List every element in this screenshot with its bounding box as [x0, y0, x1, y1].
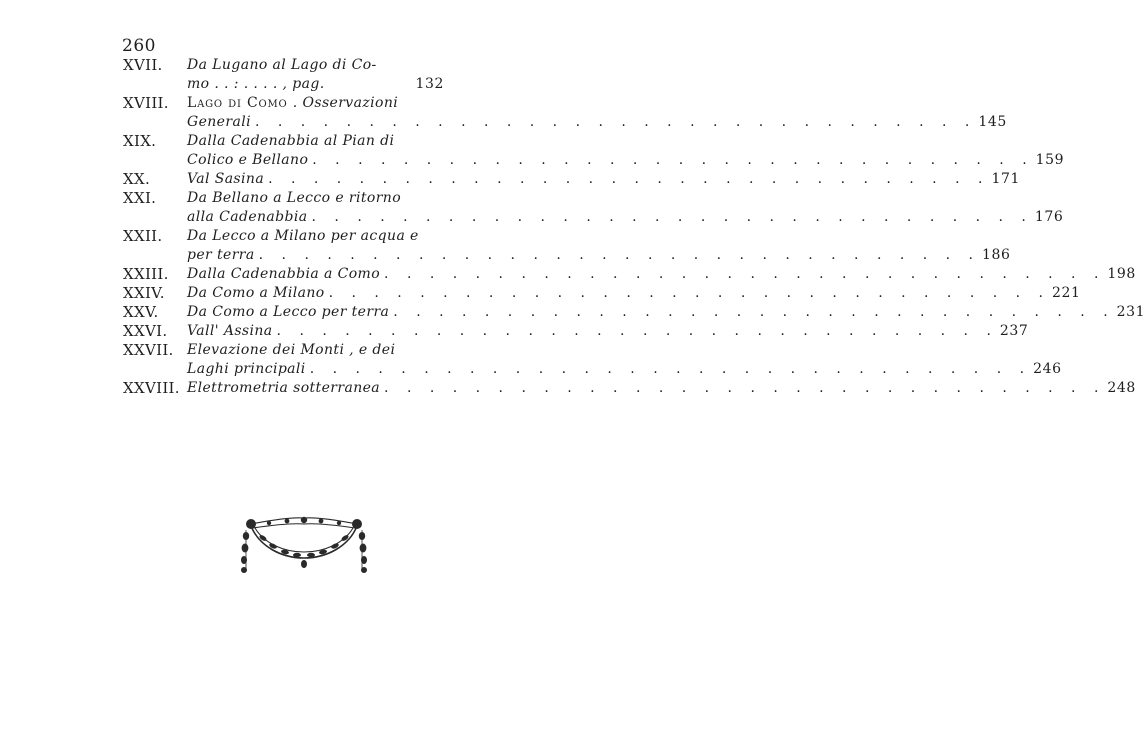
entry-numeral: XXVI.: [123, 322, 168, 340]
entry-numeral: XXIV.: [123, 284, 165, 302]
toc-entry-xxv: [123, 303, 1145, 322]
toc-entry-xx: [123, 170, 1020, 189]
dot-leader: . . . . . . . . . . . . . . . . . . . . . . . . . . . . . . . .: [268, 171, 990, 187]
entry-page: 145: [978, 114, 1007, 130]
entry-page: 221: [1051, 285, 1081, 301]
entry-numeral: XXV.: [123, 303, 159, 321]
entry-numeral: XXIII.: [123, 265, 169, 283]
toc-entry-xxii: [123, 227, 1011, 265]
entry-title-line: Colico e Bellano: [187, 152, 309, 168]
entry-title-line: Dalla Cadenabbia a Como: [187, 266, 381, 282]
entry-title-line: Val Sasina: [187, 171, 265, 187]
dot-leader: . . . . . . . . . . . . . . . . . . . . . . . . . . . . . . . .: [311, 209, 1033, 225]
entry-title-line: per terra: [187, 247, 255, 263]
toc-entry-xxvi: [123, 322, 1029, 341]
entry-title-line: Dalla Cadenabbia al Pian di: [187, 133, 395, 149]
dot-leader: . . . . . . . . . . . . . . . . . . . . . . . . . . . . . . . .: [276, 323, 998, 339]
dot-leader: . . . . . . . . . . . . . . . . . . . . . . . . . . . . . . . .: [312, 152, 1034, 168]
entry-title-line: Da Bellano a Lecco e ritorno: [187, 190, 402, 206]
toc-entry-xxviii: [123, 379, 1136, 398]
dot-leader: . . . . . . . . . . . . . . . . . . . . . . . . . . . . . . . .: [254, 114, 977, 130]
entry-numeral: XX.: [123, 170, 151, 188]
entry-page: 248: [1107, 380, 1136, 396]
toc-entry-xvii: [123, 56, 444, 94]
toc-entry-xxi: [123, 189, 1064, 227]
entry-numeral: XVII.: [123, 56, 163, 74]
toc-entry-xxiii: [123, 265, 1136, 284]
dot-leader: . . . . . . . . . . . . . . . . . . . . . . . . . . . . . . . .: [328, 285, 1050, 301]
entry-numeral: XIX.: [123, 132, 157, 150]
entry-title-line: Da Como a Milano: [187, 285, 325, 301]
entry-numeral: XXVII.: [123, 341, 174, 359]
page-number: 260: [122, 36, 156, 56]
entry-title-line: mo . . : . . . . , pag.: [187, 76, 325, 92]
entry-numeral: XXI.: [123, 189, 157, 207]
entry-page: 231: [1116, 304, 1145, 320]
entry-page: 159: [1035, 152, 1065, 168]
table-of-contents: [123, 56, 1145, 398]
entry-title-line: Lago di Como . Osservazioni: [187, 95, 399, 111]
entry-page: 246: [1033, 361, 1062, 377]
dot-leader: . . . . . . . . . . . . . . . . . . . . . . . . . . . . . . . .: [384, 266, 1106, 282]
entry-title-line: Elevazione dei Monti , e dei: [187, 342, 396, 358]
floral-garland-ornament-icon: [237, 512, 371, 580]
entry-page: 171: [991, 171, 1020, 187]
entry-numeral: XXVIII.: [123, 379, 180, 397]
entry-title-line: Generali: [187, 114, 251, 130]
toc-entry-xix: [123, 132, 1065, 170]
toc-entry-xxvii: [123, 341, 1062, 379]
toc-entry-xxiv: [123, 284, 1081, 303]
entry-title-line: Vall' Assina: [187, 323, 273, 339]
entry-title-line: Da Como a Lecco per terra: [187, 304, 390, 320]
entry-title-line: Elettrometria sotterranea: [187, 380, 381, 396]
entry-page: 132: [415, 76, 444, 92]
entry-page: 176: [1034, 209, 1064, 225]
toc-entry-xviii: [123, 94, 1007, 132]
entry-title-line: Laghi principali: [187, 361, 306, 377]
entry-title-line: Da Lugano al Lago di Co-: [187, 57, 377, 73]
entry-page: 198: [1107, 266, 1136, 282]
dot-leader: . . . . . . . . . . . . . . . . . . . . . . . . . . . . . . . .: [309, 361, 1032, 377]
entry-title-line: Da Lecco a Milano per acqua e: [187, 228, 419, 244]
entry-page: 186: [982, 247, 1011, 263]
entry-numeral: XVIII.: [123, 94, 169, 112]
dot-leader: . . . . . . . . . . . . . . . . . . . . . . . . . . . . . . . .: [258, 247, 981, 263]
dot-leader: . . . . . . . . . . . . . . . . . . . . . . . . . . . . . . . .: [393, 304, 1115, 320]
dot-leader: . . . . . . . . . . . . . . . . . . . . . . . . . . . . . . . .: [384, 380, 1106, 396]
entry-page: 237: [999, 323, 1029, 339]
entry-title-line: alla Cadenabbia: [187, 209, 308, 225]
entry-numeral: XXII.: [123, 227, 163, 245]
